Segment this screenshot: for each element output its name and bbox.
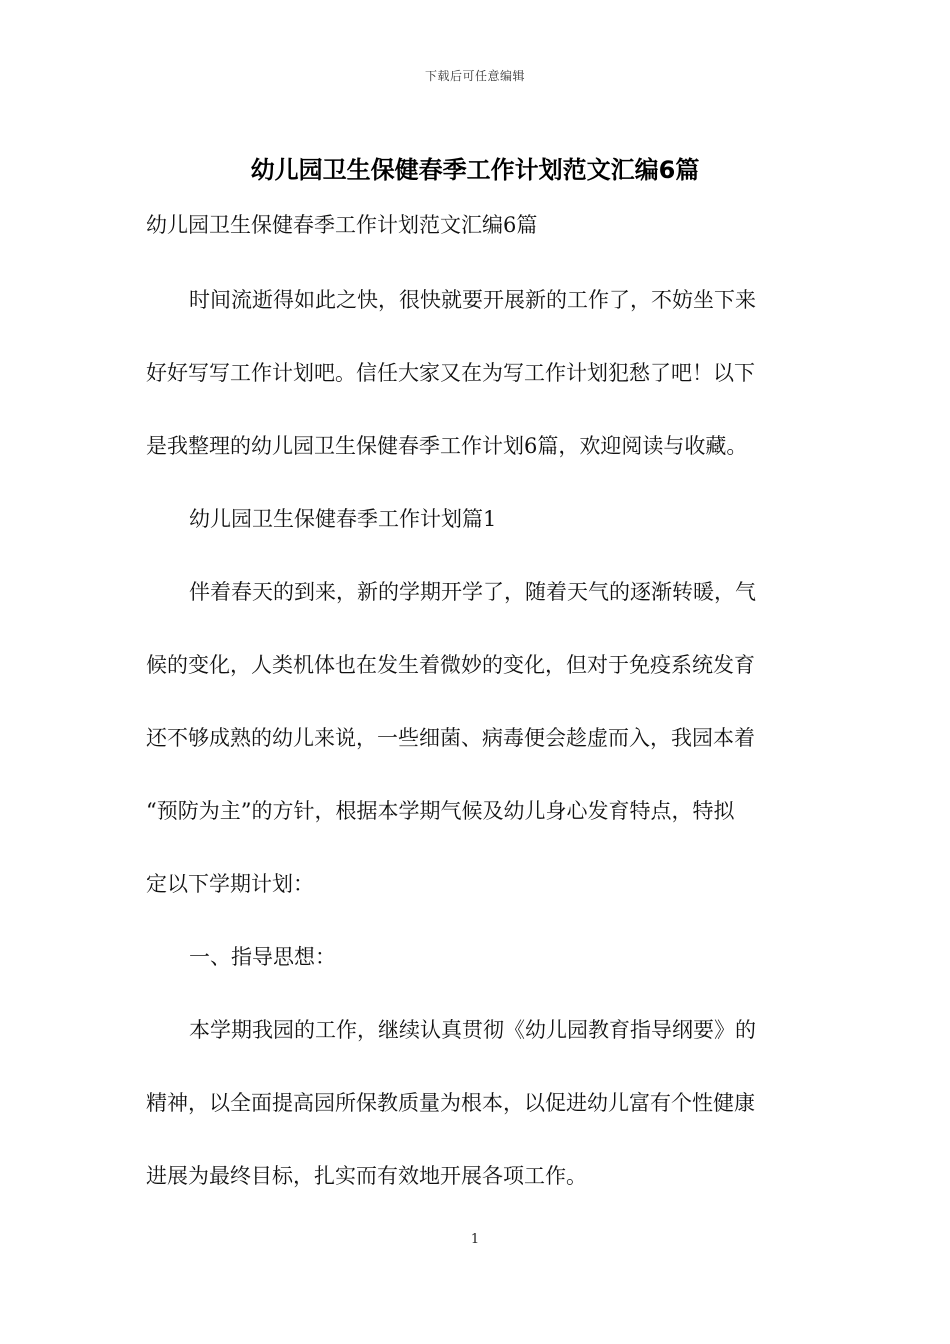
paragraph-line: 精神，以全面提高园所保教质量为根本，以促进幼儿富有个性健康 xyxy=(146,1091,755,1115)
header-note: 下载后可任意编辑 xyxy=(424,69,525,83)
paragraph-line: 时间流逝得如此之快，很快就要开展新的工作了，不妨坐下来 xyxy=(189,288,756,312)
document-subtitle: 幼儿园卫生保健春季工作计划范文汇编6篇 xyxy=(146,213,538,237)
paragraph-line: 候的变化，人类机体也在发生着微妙的变化，但对于免疫系统发育 xyxy=(146,653,755,677)
paragraph-line: 本学期我园的工作，继续认真贯彻《幼儿园教育指导纲要》的 xyxy=(189,1018,756,1042)
paragraph-line: 是我整理的幼儿园卫生保健春季工作计划6篇，欢迎阅读与收藏。 xyxy=(146,434,748,458)
document-body xyxy=(146,264,808,1213)
paragraph-line: 伴着春天的到来，新的学期开学了，随着天气的逐渐转暖，气 xyxy=(189,580,756,604)
paragraph-line: 定以下学期计划： xyxy=(146,872,314,896)
page-number: 1 xyxy=(470,1232,480,1247)
paragraph-line: 进展为最终目标，扎实而有效地开展各项工作。 xyxy=(146,1164,587,1188)
section-heading: 幼儿园卫生保健春季工作计划篇1 xyxy=(189,507,497,531)
paragraph-line: 好好写写工作计划吧。信任大家又在为写工作计划犯愁了吧！以下 xyxy=(146,361,755,385)
document-title: 幼儿园卫生保健春季工作计划范文汇编6篇 xyxy=(250,156,700,184)
paragraph-line: “预防为主”的方针，根据本学期气候及幼儿身心发育特点，特拟 xyxy=(146,799,735,823)
paragraph-line: 还不够成熟的幼儿来说，一些细菌、病毒便会趁虚而入，我园本着 xyxy=(146,726,755,750)
section-heading: 一、指导思想： xyxy=(189,945,336,969)
